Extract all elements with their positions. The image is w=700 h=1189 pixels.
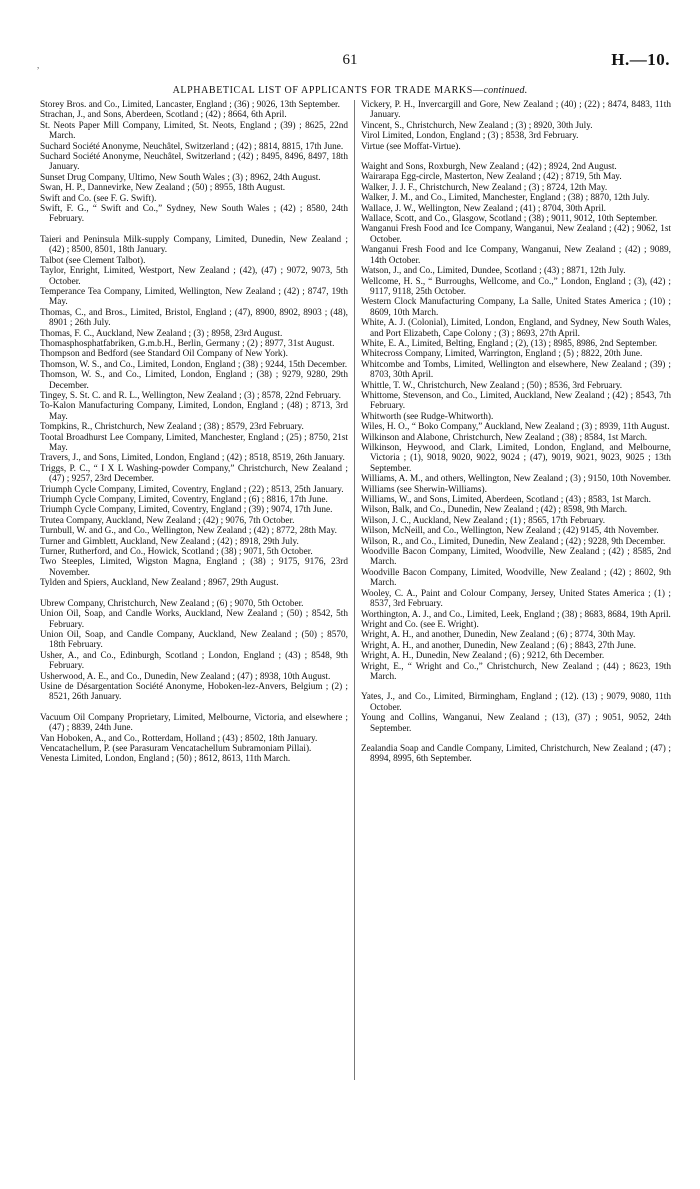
applicant-entry: Turner and Gimblett, Auckland, New Zealand ; (42) ; 8918, 29th July. [40, 536, 299, 547]
applicant-entry: Trutea Company, Auckland, New Zealand ; (42) ; 9076, 7th October. [40, 515, 295, 526]
section-gap [40, 589, 348, 599]
applicant-entry: Zealandia Soap and Candle Company, Limited, Christchurch, New Zealand ; (47) ; 8994, 8995, 6th September. [361, 743, 671, 765]
applicant-entry: Wallace, Scott, and Co., Glasgow, Scotland ; (38) ; 9011, 9012, 10th September. [361, 214, 658, 225]
applicant-entry: Usher, A., and Co., Edinburgh, Scotland ; London, England ; (43) ; 8548, 9th February. [40, 650, 348, 672]
applicant-entry: Williams, W., and Sons, Limited, Aberdeen, Scotland ; (43) ; 8583, 1st March. [361, 495, 651, 506]
applicant-entry: Walker, J. M., and Co., Limited, Manchester, England ; (38) ; 8870, 12th July. [361, 193, 650, 204]
applicant-entry: Whitcombe and Tombs, Limited, Wellington and elsewhere, New Zealand ; (39) ; 8703, 30th April. [361, 359, 671, 381]
applicant-entry: Triumph Cycle Company, Limited, Coventry, England ; (39) ; 9074, 17th June. [40, 505, 333, 516]
applicant-entry: Suchard Société Anonyme, Neuchâtel, Switzerland ; (42) ; 8814, 8815, 17th June. [40, 141, 344, 152]
applicant-entry: Swift and Co. (see F. G. Swift). [40, 193, 157, 204]
applicant-entry: Union Oil, Soap, and Candle Company, Auckland, New Zealand ; (50) ; 8570, 18th February. [40, 629, 348, 651]
applicant-entry: Thompson and Bedford (see Standard Oil Company of New York). [40, 349, 288, 360]
applicant-entry: Usine de Désargentation Société Anonyme, Hoboken-lez-Anvers, Belgium ; (2) ; 8521, 26th January. [40, 681, 348, 703]
applicant-entry: Vickery, P. H., Invercargill and Gore, New Zealand ; (40) ; (22) ; 8474, 8483, 11th January. [361, 100, 671, 121]
margin-mark: , [37, 60, 40, 70]
applicant-entry: Ubrew Company, Christchurch, New Zealand ; (6) ; 9070, 5th October. [40, 598, 304, 609]
section-gap [361, 152, 671, 162]
applicant-entry: Talbot (see Clement Talbot). [40, 255, 146, 266]
applicant-entry: Wilson, R., and Co., Limited, Dunedin, New Zealand ; (42) ; 9228, 9th December. [361, 536, 666, 547]
right-column [361, 100, 671, 765]
list-title-main: ALPHABETICAL LIST OF APPLICANTS FOR TRADE MARKS— [172, 85, 484, 96]
applicant-entry: Wright, A. H., and another, Dunedin, New Zealand ; (6) ; 8843, 27th June. [361, 640, 636, 651]
applicant-entry: Wooley, C. A., Paint and Colour Company, Jersey, United States America ; (1) ; 8537, 3rd February. [361, 588, 671, 610]
section-gap [361, 734, 671, 744]
applicant-entry: Wallace, J. W., Wellington, New Zealand ; (41) ; 8704, 30th April. [361, 203, 606, 214]
applicant-entry: Tootal Broadhurst Lee Company, Limited, Manchester, England ; (25) ; 8750, 21st May. [40, 432, 348, 453]
applicant-entry: Williams, A. M., and others, Wellington, New Zealand ; (3) ; 9150, 10th November. [361, 474, 671, 485]
applicant-entry: Usherwood, A. E., and Co., Dunedin, New Zealand ; (47) ; 8938, 10th August. [40, 671, 331, 682]
section-gap [40, 703, 348, 713]
applicant-entry: Whitworth (see Rudge-Whitworth). [361, 411, 494, 422]
applicant-entry: Thomas, C., and Bros., Limited, Bristol, England ; (47), 8900, 8902, 8903 ; (48), 8901 ; 26th July. [40, 307, 348, 329]
applicant-entry: Thomson, W. S., and Co., Limited, London, England ; (38) ; 9244, 15th December. [40, 359, 348, 370]
applicant-entry: Temperance Tea Company, Limited, Wellington, New Zealand ; (42) ; 8747, 19th May. [40, 286, 348, 308]
applicant-entry: Triumph Cycle Company, Limited, Coventry, England ; (6) ; 8816, 17th June. [40, 495, 328, 506]
applicant-entry: Tylden and Spiers, Auckland, New Zealand ; 8967, 29th August. [40, 578, 279, 589]
applicant-entry: Worthington, A. J., and Co., Limited, Leek, England ; (38) ; 8683, 8684, 19th April. [361, 609, 671, 620]
applicant-entry: Wright, A. H., Dunedin, New Zealand ; (6) ; 9212, 6th December. [361, 651, 605, 662]
applicant-entry: Vacuum Oil Company Proprietary, Limited, Melbourne, Victoria, and elsewhere ; (47) ; 8839, 24th June. [40, 712, 348, 734]
applicant-entry: Triumph Cycle Company, Limited, Coventry, England ; (22) ; 8513, 25th January. [40, 484, 344, 495]
applicant-entry: Triggs, P. C., “ I X L Washing-powder Company,” Christchurch, New Zealand ; (47) ; 9257, 23rd December. [40, 463, 348, 485]
applicant-entry: Wiles, H. O., “ Boko Company,” Auckland, New Zealand ; (3) ; 8939, 11th August. [361, 422, 670, 433]
applicant-entry: Storey Bros. and Co., Limited, Lancaster, England ; (36) ; 9026, 13th September. [40, 100, 340, 110]
list-title [0, 85, 700, 96]
applicant-entry: Wilson, J. C., Auckland, New Zealand ; (1) ; 8565, 17th February. [361, 515, 606, 526]
applicant-entry: Thomas, F. C., Auckland, New Zealand ; (3) ; 8958, 23rd August. [40, 328, 283, 339]
applicant-entry: Turnbull, W. and G., and Co., Wellington, New Zealand ; (42) ; 8772, 28th May. [40, 526, 337, 537]
applicant-entry: Whittome, Stevenson, and Co., Limited, Auckland, New Zealand ; (42) ; 8543, 7th February. [361, 390, 671, 412]
applicant-entry: Van Hoboken, A., and Co., Rotterdam, Holland ; (43) ; 8502, 18th January. [40, 733, 318, 744]
left-column [40, 100, 348, 765]
applicant-entry: Wairarapa Egg-circle, Masterton, New Zealand ; (42) ; 8719, 5th May. [361, 172, 622, 183]
applicant-entry: Travers, J., and Sons, Limited, London, England ; (42) ; 8518, 8519, 26th January. [40, 453, 345, 464]
column-divider [354, 100, 355, 1080]
applicant-entry: Virtue (see Moffat-Virtue). [361, 141, 461, 152]
applicant-entry: Wilson, McNeill, and Co., Wellington, New Zealand ; (42) 9145, 4th November. [361, 526, 659, 537]
applicant-entry: Vencatachellum, P. (see Parasuram Vencatachellum Subramoniam Pillai). [40, 743, 312, 754]
applicant-entry: Tingey, S. St. C. and R. L., Wellington, New Zealand ; (3) ; 8578, 22nd February. [40, 390, 341, 401]
applicant-entry: Walker, J. J. F., Christchurch, New Zealand ; (3) ; 8724, 12th May. [361, 182, 608, 193]
applicant-entry: Wilkinson, Heywood, and Clark, Limited, London, England, and Melbourne, Victoria ; (1), 9018, 9020, 9022, 9024 ; (47), 9019, 9021, 9023, 9025 ; 13th September. [361, 443, 671, 474]
section-gap [361, 682, 671, 692]
applicant-entry: Waight and Sons, Roxburgh, New Zealand ; (42) ; 8924, 2nd August. [361, 162, 617, 173]
applicant-entry: Whittle, T. W., Christchurch, New Zealand ; (50) ; 8536, 3rd February. [361, 380, 623, 391]
applicant-entry: Woodville Bacon Company, Limited, Woodville, New Zealand ; (42) ; 8602, 9th March. [361, 567, 671, 589]
applicant-entry: Williams (see Sherwin-Williams). [361, 484, 487, 495]
applicant-entry: White, A. J. (Colonial), Limited, London, England, and Sydney, New South Wales, and Port Elizabeth, Cape Colony ; (3) ; 8693, 27th April. [361, 318, 671, 339]
section-gap [40, 225, 348, 235]
applicant-entry: Taylor, Enright, Limited, Westport, New Zealand ; (42), (47) ; 9072, 9073, 5th October. [40, 266, 348, 287]
applicant-entry: Thomson, W. S., and Co., Limited, London, England ; (38) ; 9279, 9280, 29th December. [40, 370, 348, 391]
applicant-entry: Tompkins, R., Christchurch, New Zealand ; (38) ; 8579, 23rd February. [40, 422, 304, 433]
applicant-entry: Woodville Bacon Company, Limited, Woodville, New Zealand ; (42) ; 8585, 2nd March. [361, 547, 671, 568]
applicant-entry: To-Kalon Manufacturing Company, Limited, London, England ; (48) ; 8713, 3rd May. [40, 401, 348, 422]
applicant-entry: Thomasphosphatfabriken, G.m.b.H., Berlin, Germany ; (2) ; 8977, 31st August. [40, 338, 335, 349]
applicant-entry: Wilson, Balk, and Co., Dunedin, New Zealand ; (42) ; 8598, 9th March. [361, 505, 628, 516]
applicant-entry: Sunset Drug Company, Ultimo, New South Wales ; (3) ; 8962, 24th August. [40, 172, 321, 183]
applicant-entry: Taieri and Peninsula Milk-supply Company, Limited, Dunedin, New Zealand ; (42) ; 8500, 8501, 18th January. [40, 234, 348, 256]
applicant-entry: Two Steeples, Limited, Wigston Magna, England ; (38) ; 9175, 9176, 23rd November. [40, 557, 348, 578]
applicant-entry: Wright and Co. (see E. Wright). [361, 619, 479, 630]
applicant-entry: Wright, E., “ Wright and Co.,” Christchurch, New Zealand ; (44) ; 8623, 19th March. [361, 661, 671, 682]
applicant-entry: Wright, A. H., and another, Dunedin, New Zealand ; (6) ; 8774, 30th May. [361, 630, 636, 641]
applicant-entry: Wanganui Fresh Food and Ice Company, Wanganui, New Zealand ; (42) ; 9089, 14th October. [361, 245, 671, 266]
applicant-entry: Turner, Rutherford, and Co., Howick, Scotland ; (38) ; 9071, 5th October. [40, 547, 313, 558]
applicant-entry: White, E. A., Limited, Belting, England ; (2), (13) ; 8985, 8986, 2nd September. [361, 338, 658, 349]
applicant-entry: Yates, J., and Co., Limited, Birmingham, England ; (12). (13) ; 9079, 9080, 11th October. [361, 692, 671, 713]
applicant-entry: St. Neots Paper Mill Company, Limited, St. Neots, England ; (39) ; 8625, 22nd March. [40, 120, 348, 142]
applicant-entry: Union Oil, Soap, and Candle Works, Auckland, New Zealand ; (50) ; 8542, 5th February. [40, 609, 348, 630]
applicant-entry: Strachan, J., and Sons, Aberdeen, Scotland ; (42) ; 8664, 6th April. [40, 110, 287, 121]
applicant-entry: Watson, J., and Co., Limited, Dundee, Scotland ; (43) ; 8871, 12th July. [361, 266, 626, 277]
applicant-entry: Wellcome, H. S., “ Burroughs, Wellcome, and Co.,” London, England ; (3), (42) ; 9117, 9118, 25th October. [361, 276, 671, 297]
applicant-entry: Wanganui Fresh Food and Ice Company, Wanganui, New Zealand ; (42) ; 9062, 1st October. [361, 224, 671, 245]
list-title-continued: continued. [483, 85, 528, 96]
applicant-entry: Swift, F. G., “ Swift and Co.,” Sydney, New South Wales ; (42) ; 8580, 24th February. [40, 204, 348, 225]
applicant-entry: Young and Collins, Wanganui, New Zealand ; (13), (37) ; 9051, 9052, 24th September. [361, 713, 671, 734]
applicant-entry: Whitecross Company, Limited, Warrington, England ; (5) ; 8822, 20th June. [361, 349, 643, 360]
applicant-entry: Suchard Société Anonyme, Neuchâtel, Switzerland ; (42) ; 8495, 8496, 8497, 18th January. [40, 152, 348, 173]
applicant-entry: Western Clock Manufacturing Company, La Salle, United States America ; (10) ; 8609, 10th March. [361, 297, 671, 318]
page-number: 61 [342, 52, 358, 68]
applicant-entry: Wilkinson and Alabone, Christchurch, New Zealand ; (38) ; 8584, 1st March. [361, 432, 648, 443]
applicant-entry: Virol Limited, London, England ; (3) ; 8538, 3rd February. [361, 131, 579, 142]
applicant-entry: Venesta Limited, London, England ; (50) ; 8612, 8613, 11th March. [40, 754, 291, 765]
applicant-entry: Swan, H. P., Dannevirke, New Zealand ; (50) ; 8955, 18th August. [40, 183, 286, 194]
series-code: H.—10. [611, 50, 670, 69]
applicant-entry: Vincent, S., Christchurch, New Zealand ; (3) ; 8920, 30th July. [361, 120, 593, 131]
